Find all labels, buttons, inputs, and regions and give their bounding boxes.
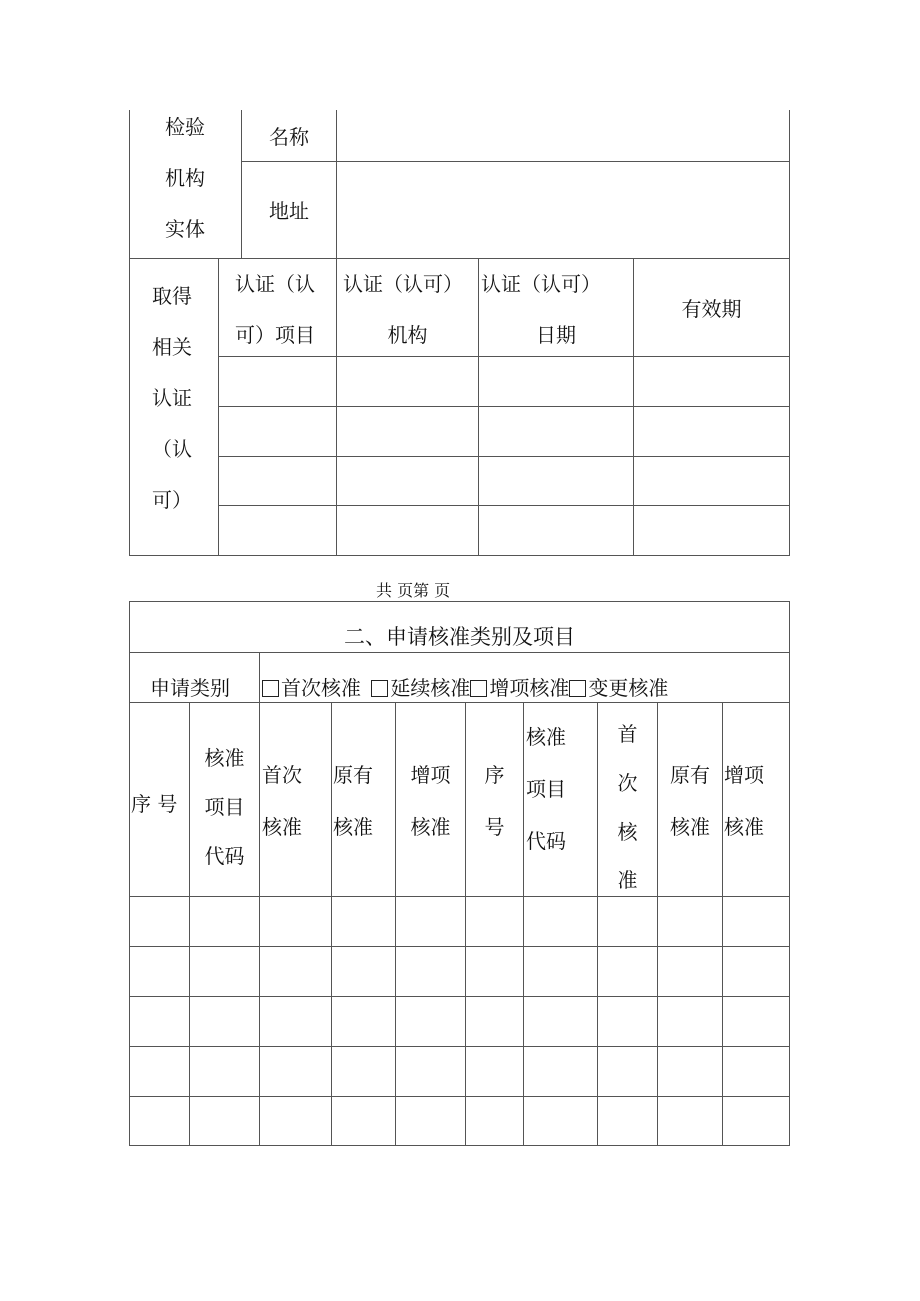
header-code2-line-2: 项目 <box>526 777 566 801</box>
cert-label-line-2: 相关 <box>152 335 192 359</box>
entity-label-line-1: 检验 <box>165 115 205 139</box>
cert-label-line-4: （认 <box>152 437 192 461</box>
header-seq2-line-2: 号 <box>484 815 505 839</box>
option-renewal-approval[interactable]: 延续核准 <box>371 676 470 700</box>
header-first-line-2: 核准 <box>262 815 302 839</box>
option-added-approval[interactable]: 增项核准 <box>470 676 569 700</box>
header-first2-line-2: 次 <box>617 771 638 795</box>
header-first2-line-3: 核 <box>617 820 638 844</box>
cert-row-1[interactable] <box>219 357 789 405</box>
cert-row-2[interactable] <box>219 407 789 455</box>
header-added-line-2: 核准 <box>410 815 451 839</box>
header-code2-line-3: 代码 <box>526 829 566 853</box>
table-row[interactable] <box>130 1097 789 1144</box>
checkbox-icon[interactable] <box>569 680 586 697</box>
cert-item-header-line-2: 可）项目 <box>235 323 315 347</box>
cert-label-line-3: 认证 <box>152 386 192 410</box>
cert-org-header-line-2: 机构 <box>387 323 428 347</box>
header-added2-line-1: 增项 <box>724 763 764 787</box>
header-code-line-2: 项目 <box>204 795 245 819</box>
header-code-line-1: 核准 <box>204 746 245 770</box>
entity-address-field[interactable] <box>338 163 788 257</box>
header-existing-line-1: 原有 <box>333 763 373 787</box>
option-change-approval[interactable]: 变更核准 <box>569 676 668 700</box>
cert-date-header-line-2: 日期 <box>536 323 576 347</box>
cert-label-line-1: 取得 <box>152 284 192 308</box>
header-added-line-1: 增项 <box>410 763 451 787</box>
cert-label-line-5: 可） <box>152 488 192 512</box>
header-existing2-line-2: 核准 <box>670 815 710 839</box>
category-options <box>262 676 668 700</box>
table-row[interactable] <box>130 947 789 995</box>
header-seq: 序 号 <box>131 792 178 816</box>
checkbox-icon[interactable] <box>371 680 388 697</box>
cert-row-3[interactable] <box>219 457 789 504</box>
section2-title: 二、申请核准类别及项目 <box>344 625 575 649</box>
entity-address-label: 地址 <box>269 199 309 223</box>
header-first2-line-1: 首 <box>617 722 638 746</box>
table-row[interactable] <box>130 897 789 945</box>
cert-date-header-line-1: 认证（认可） <box>481 272 601 296</box>
cert-item-header-line-1: 认证（认 <box>235 272 315 296</box>
entity-label-line-2: 机构 <box>165 166 205 190</box>
entity-name-label: 名称 <box>269 125 309 149</box>
checkbox-icon[interactable] <box>262 680 279 697</box>
header-first2-line-4: 准 <box>617 868 638 892</box>
header-added2-line-2: 核准 <box>724 815 764 839</box>
checkbox-icon[interactable] <box>470 680 487 697</box>
table-row[interactable] <box>130 1047 789 1095</box>
cert-row-4[interactable] <box>219 506 789 554</box>
header-first-line-1: 首次 <box>262 763 302 787</box>
category-label: 申请类别 <box>150 676 230 700</box>
header-code2-line-1: 核准 <box>526 725 566 749</box>
option-first-approval[interactable]: 首次核准 <box>262 676 361 700</box>
header-existing-line-2: 核准 <box>333 815 373 839</box>
entity-label-line-3: 实体 <box>165 217 205 241</box>
table-row[interactable] <box>130 997 789 1045</box>
cert-validity-header: 有效期 <box>681 297 742 321</box>
header-existing2-line-1: 原有 <box>670 763 710 787</box>
header-code-line-3: 代码 <box>204 844 245 868</box>
header-seq2-line-1: 序 <box>484 763 505 787</box>
page-footer: 共 页第 页 <box>376 581 451 600</box>
entity-name-field[interactable] <box>338 111 788 160</box>
cert-org-header-line-1: 认证（认可） <box>343 272 463 296</box>
